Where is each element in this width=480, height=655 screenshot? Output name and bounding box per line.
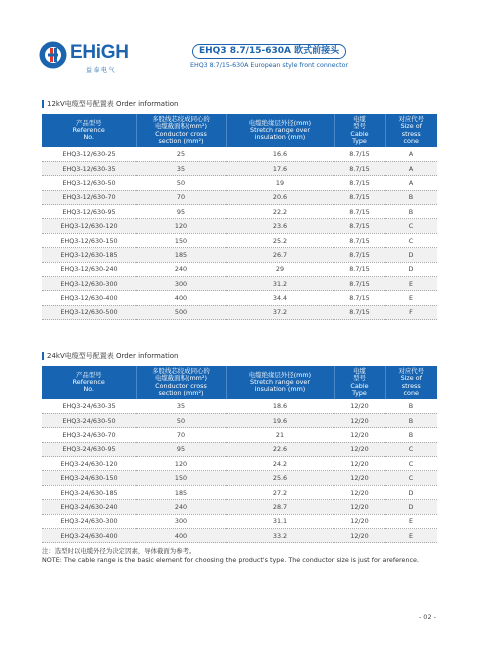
- cell-insulation: 28.7: [226, 500, 334, 514]
- cell-insulation: 22.2: [226, 205, 334, 219]
- cell-insulation: 23.6: [226, 219, 334, 233]
- cell-insulation: 37.2: [226, 305, 334, 319]
- col-header-conductor: 多股线芯绞成同心的 电缆截面积(mm²) Conductor cross section (mm²): [136, 366, 226, 399]
- cell-reference: EHQ3-12/630-150: [42, 233, 136, 247]
- col-header-insulation: 电缆绝缘层外径(mm) Stretch range over insulation (mm): [226, 366, 334, 399]
- table-row: [42, 305, 437, 319]
- page-subtitle: EHQ3 8.7/15-630A European style front connector: [190, 62, 349, 69]
- cell-stress-cone: E: [385, 514, 437, 528]
- cell-cable-type: 12/20: [334, 485, 385, 499]
- cell-cable-type: 12/20: [334, 500, 385, 514]
- table-row: [42, 442, 437, 456]
- cell-reference: EHQ3-12/630-120: [42, 219, 136, 233]
- cell-conductor: 35: [136, 399, 226, 413]
- cell-stress-cone: D: [385, 485, 437, 499]
- cell-cable-type: 8.7/15: [334, 161, 385, 175]
- cell-stress-cone: E: [385, 277, 437, 291]
- cell-reference: EHQ3-24/630-185: [42, 485, 136, 499]
- cell-insulation: 25.2: [226, 233, 334, 247]
- brand-logo: [38, 38, 138, 78]
- cell-stress-cone: C: [385, 471, 437, 485]
- cell-reference: EHQ3-12/630-70: [42, 190, 136, 204]
- table-row: [42, 471, 437, 485]
- order-table-24kv: [42, 366, 437, 543]
- table-row: [42, 514, 437, 528]
- cell-reference: EHQ3-12/630-35: [42, 161, 136, 175]
- col-header-cable-type: 电缆 型号 Cable Type: [334, 114, 385, 147]
- cell-insulation: 21: [226, 428, 334, 442]
- brand-name: EHiGH: [70, 42, 129, 63]
- brand-logo-icon: [38, 40, 68, 70]
- cell-conductor: 185: [136, 248, 226, 262]
- cell-conductor: 95: [136, 205, 226, 219]
- page-header: [38, 38, 448, 78]
- cell-stress-cone: D: [385, 500, 437, 514]
- cell-insulation: 33.2: [226, 529, 334, 543]
- cell-cable-type: 8.7/15: [334, 205, 385, 219]
- cell-reference: EHQ3-24/630-400: [42, 529, 136, 543]
- table-row: [42, 291, 437, 305]
- cell-cable-type: 12/20: [334, 428, 385, 442]
- cell-stress-cone: C: [385, 219, 437, 233]
- cell-cable-type: 8.7/15: [334, 176, 385, 190]
- cell-conductor: 50: [136, 176, 226, 190]
- cell-insulation: 20.6: [226, 190, 334, 204]
- cell-cable-type: 8.7/15: [334, 233, 385, 247]
- table-row: [42, 277, 437, 291]
- table-row: [42, 529, 437, 543]
- cell-cable-type: 8.7/15: [334, 305, 385, 319]
- cell-cable-type: 12/20: [334, 471, 385, 485]
- cell-conductor: 300: [136, 514, 226, 528]
- section-title-12kv: 12kV电缆型号配置表 Order information: [42, 99, 179, 109]
- page-number: - 02 -: [418, 613, 436, 621]
- cell-reference: EHQ3-24/630-240: [42, 500, 136, 514]
- brand-tagline: 益泰电气: [86, 67, 117, 74]
- table-row: [42, 176, 437, 190]
- col-header-cable-type: 电缆 型号 Cable Type: [334, 366, 385, 399]
- cell-insulation: 17.6: [226, 161, 334, 175]
- cell-cable-type: 12/20: [334, 442, 385, 456]
- cell-reference: EHQ3-24/630-50: [42, 413, 136, 427]
- cell-cable-type: 12/20: [334, 457, 385, 471]
- cell-insulation: 19: [226, 176, 334, 190]
- order-table-12kv: [42, 114, 437, 320]
- cell-conductor: 400: [136, 291, 226, 305]
- table-row: [42, 147, 437, 161]
- cell-insulation: 31.2: [226, 277, 334, 291]
- cell-stress-cone: A: [385, 147, 437, 161]
- cell-stress-cone: B: [385, 399, 437, 413]
- col-header-reference: 产品型号 Reference No.: [42, 114, 136, 147]
- cell-stress-cone: C: [385, 233, 437, 247]
- table-row: [42, 161, 437, 175]
- cell-insulation: 22.6: [226, 442, 334, 456]
- table-row: [42, 248, 437, 262]
- cell-conductor: 500: [136, 305, 226, 319]
- cell-stress-cone: B: [385, 428, 437, 442]
- cell-reference: EHQ3-24/630-120: [42, 457, 136, 471]
- cell-cable-type: 12/20: [334, 413, 385, 427]
- table-row: [42, 233, 437, 247]
- cell-stress-cone: A: [385, 161, 437, 175]
- cell-insulation: 25.6: [226, 471, 334, 485]
- cell-insulation: 18.6: [226, 399, 334, 413]
- cell-conductor: 70: [136, 428, 226, 442]
- cell-stress-cone: D: [385, 262, 437, 276]
- cell-cable-type: 8.7/15: [334, 147, 385, 161]
- table-row: [42, 413, 437, 427]
- cell-reference: EHQ3-24/630-35: [42, 399, 136, 413]
- cell-reference: EHQ3-24/630-300: [42, 514, 136, 528]
- cell-conductor: 400: [136, 529, 226, 543]
- cell-cable-type: 8.7/15: [334, 262, 385, 276]
- cell-reference: EHQ3-12/630-50: [42, 176, 136, 190]
- table-row: [42, 219, 437, 233]
- cell-stress-cone: D: [385, 248, 437, 262]
- table-row: [42, 457, 437, 471]
- cell-conductor: 35: [136, 161, 226, 175]
- cell-conductor: 120: [136, 457, 226, 471]
- cell-conductor: 300: [136, 277, 226, 291]
- cell-reference: EHQ3-12/630-400: [42, 291, 136, 305]
- cell-reference: EHQ3-24/630-95: [42, 442, 136, 456]
- footnote-cn: 注：选型时以电缆外径为决定因素，导体截面为参考。: [42, 547, 196, 555]
- cell-cable-type: 12/20: [334, 399, 385, 413]
- cell-reference: EHQ3-24/630-70: [42, 428, 136, 442]
- cell-conductor: 50: [136, 413, 226, 427]
- table-row: [42, 399, 437, 413]
- cell-reference: EHQ3-12/630-25: [42, 147, 136, 161]
- table-row: [42, 205, 437, 219]
- cell-stress-cone: E: [385, 291, 437, 305]
- col-header-stress-cone: 对应代号 Size of stress cone: [385, 366, 437, 399]
- table-row: [42, 262, 437, 276]
- cell-conductor: 120: [136, 219, 226, 233]
- footnote-en: NOTE: The cable range is the basic element for choosing the product's type. The conductor size is just for areference.: [42, 556, 419, 565]
- col-header-insulation: 电缆绝缘层外径(mm) Stretch range over insulation (mm): [226, 114, 334, 147]
- cell-reference: EHQ3-12/630-240: [42, 262, 136, 276]
- cell-reference: EHQ3-12/630-500: [42, 305, 136, 319]
- cell-insulation: 24.2: [226, 457, 334, 471]
- cell-stress-cone: C: [385, 442, 437, 456]
- col-header-stress-cone: 对应代号 Size of stress cone: [385, 114, 437, 147]
- cell-conductor: 150: [136, 233, 226, 247]
- cell-stress-cone: B: [385, 205, 437, 219]
- cell-cable-type: 12/20: [334, 514, 385, 528]
- page-title: EHQ3 8.7/15-630A 欧式前接头: [192, 44, 346, 59]
- cell-reference: EHQ3-12/630-95: [42, 205, 136, 219]
- table-row: [42, 428, 437, 442]
- cell-insulation: 27.2: [226, 485, 334, 499]
- cell-conductor: 185: [136, 485, 226, 499]
- cell-stress-cone: A: [385, 176, 437, 190]
- col-header-conductor: 多股线芯绞成同心的 电缆截面积(mm²) Conductor cross section (mm²): [136, 114, 226, 147]
- section-title-24kv: 24kV电缆型号配置表 Order information: [42, 351, 179, 361]
- cell-reference: EHQ3-12/630-300: [42, 277, 136, 291]
- cell-conductor: 70: [136, 190, 226, 204]
- cell-insulation: 34.4: [226, 291, 334, 305]
- footnote: [42, 547, 419, 566]
- col-header-reference: 产品型号 Reference No.: [42, 366, 136, 399]
- cell-cable-type: 12/20: [334, 529, 385, 543]
- cell-stress-cone: B: [385, 190, 437, 204]
- cell-stress-cone: E: [385, 529, 437, 543]
- table-row: [42, 190, 437, 204]
- cell-cable-type: 8.7/15: [334, 219, 385, 233]
- cell-stress-cone: C: [385, 457, 437, 471]
- cell-insulation: 16.6: [226, 147, 334, 161]
- table-row: [42, 500, 437, 514]
- cell-conductor: 25: [136, 147, 226, 161]
- cell-conductor: 240: [136, 262, 226, 276]
- cell-insulation: 19.6: [226, 413, 334, 427]
- cell-stress-cone: B: [385, 413, 437, 427]
- table-row: [42, 485, 437, 499]
- cell-insulation: 31.1: [226, 514, 334, 528]
- cell-insulation: 29: [226, 262, 334, 276]
- cell-reference: EHQ3-12/630-185: [42, 248, 136, 262]
- cell-cable-type: 8.7/15: [334, 248, 385, 262]
- cell-insulation: 26.7: [226, 248, 334, 262]
- cell-stress-cone: F: [385, 305, 437, 319]
- cell-reference: EHQ3-24/630-150: [42, 471, 136, 485]
- cell-cable-type: 8.7/15: [334, 277, 385, 291]
- cell-cable-type: 8.7/15: [334, 190, 385, 204]
- cell-conductor: 95: [136, 442, 226, 456]
- cell-cable-type: 8.7/15: [334, 291, 385, 305]
- cell-conductor: 240: [136, 500, 226, 514]
- cell-conductor: 150: [136, 471, 226, 485]
